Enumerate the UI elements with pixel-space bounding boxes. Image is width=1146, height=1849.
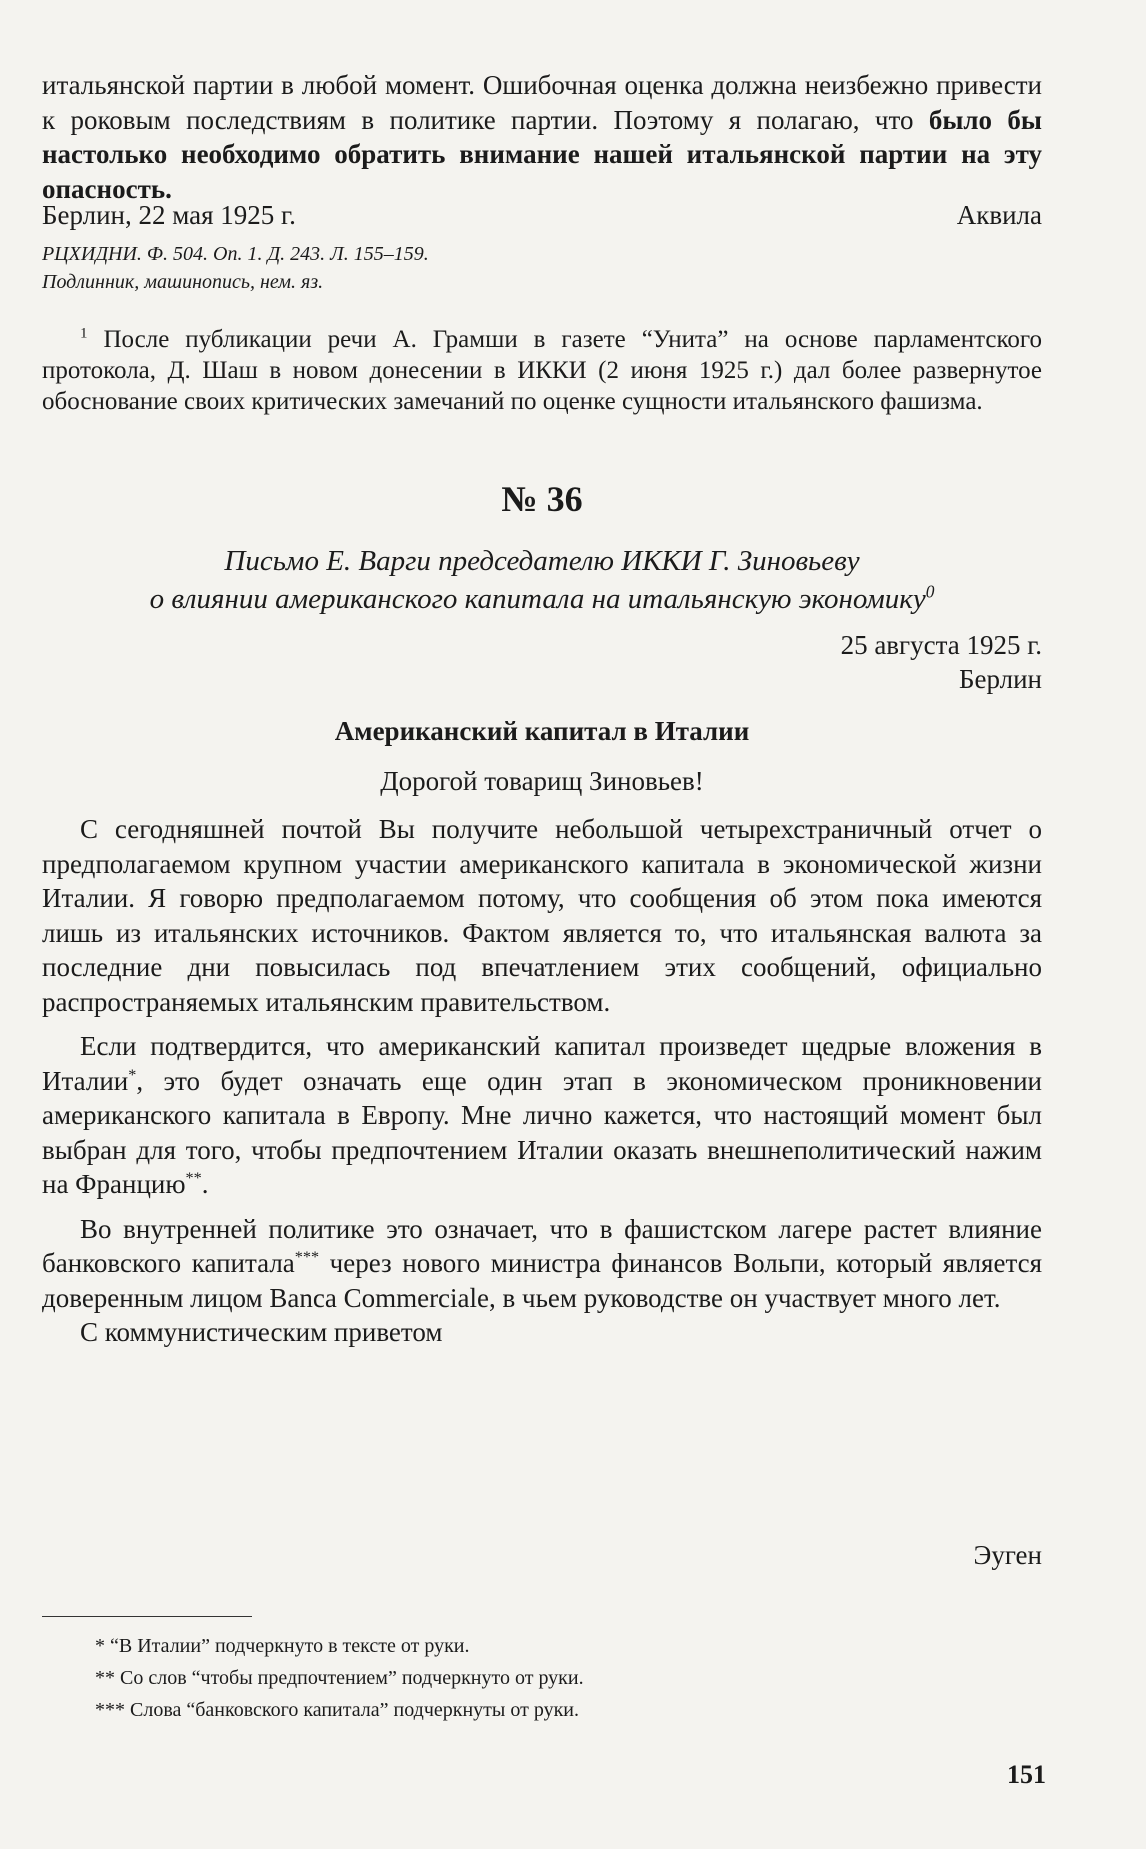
salutation: Дорогой товарищ Зиновьев! [380, 766, 704, 796]
letter-signature: Эуген [973, 1540, 1042, 1570]
document-title [42, 542, 1042, 618]
footnote-3: *** Слова “банковского капитала” подчеркнуты от руки. [95, 1699, 579, 1721]
title-note-mark: 0 [925, 581, 935, 602]
footnote-mark-1: 1 [80, 325, 88, 342]
letter-paragraph-1: С сегодняшней почтой Вы получите небольшой четырехстраничный отчет о предполагаемом крупном участии американского капитала в экономической жизни Италии. Я говорю предполагаемом потому, что сообщения об этом пока имеются лишь из итальянских источников. Фактом является то, что итальянская валюта за последние дни повысилась под впечатлением этих сообщений, официально распространяемых итальянским правительством. [42, 814, 1042, 1017]
continuation-text: итальянской партии в любой момент. Ошибочная оценка должна неизбежно привести к роковым последствиям в политике партии. Поэтому я полагаю, что [42, 70, 1042, 135]
archive-source: РЦХИДНИ. Ф. 504. Оп. 1. Д. 243. Л. 155–159. [42, 243, 429, 265]
page-number: 151 [1007, 1760, 1046, 1789]
document-number: № 36 [501, 479, 583, 519]
note-mark-3: *** [294, 1248, 320, 1266]
closing: С коммунистическим приветом [80, 1317, 443, 1347]
letter-paragraph-3: Во внутренней политике это означает, что в фашистском лагере растет влияние банковского капитала*** через нового министра финансов Вольпи, который является доверенным лицом Banca Commerciale, в чьем руководстве он участвует много лет. [42, 1213, 1042, 1313]
letter-heading: Американский капитал в Италии [334, 716, 750, 746]
document-place: Берлин [958, 664, 1042, 694]
note-mark-2: ** [185, 1169, 202, 1187]
document-title-line2: о влиянии американского капитала на итальянскую экономику [149, 583, 926, 615]
archive-source-note: Подлинник, машинопись, нем. яз. [42, 271, 324, 293]
place-date-line [42, 198, 1042, 232]
letter-paragraph-2: Если подтвердится, что американский капитал произведет щедрые вложения в Италии*, это будет означать еще один этап в экономическом проникновении американского капитала в Европу. Мне лично кажется, что настоящий момент был выбран для того, чтобы предпочтением Италии оказать внешнеполитический нажим на Францию**. [42, 1031, 1042, 1199]
continuation-paragraph [42, 68, 1042, 206]
footnote-2: ** Со слов “чтобы предпочтением” подчеркнуто от руки. [95, 1667, 584, 1689]
previous-footnote [42, 324, 1042, 417]
previous-footnote-text: После публикации речи А. Грамши в газете “Унита” на основе парламентского протокола, Д. Шаш в новом донесении в ИККИ (2 июня 1925 г.) дал более развернутое обоснование своих критических замечаний по оценке сущности итальянского фашизма. [42, 326, 1042, 415]
document-title-line1: Письмо Е. Варги председателю ИККИ Г. Зиновьеву [224, 545, 860, 577]
continuation-bold-text: было бы настолько необходимо обратить внимание нашей итальянской партии на эту опасность. [42, 104, 1043, 204]
note-mark-1: * [128, 1065, 137, 1084]
footnote-divider [42, 1616, 252, 1617]
document-date: 25 августа 1925 г. [840, 630, 1042, 660]
place-date: Берлин, 22 мая 1925 г. [42, 200, 296, 230]
footnote-1: * “В Италии” подчеркнуто в тексте от руки. [95, 1635, 470, 1657]
letter-body [42, 812, 1042, 1350]
signature-aquila: Аквила [956, 200, 1042, 230]
